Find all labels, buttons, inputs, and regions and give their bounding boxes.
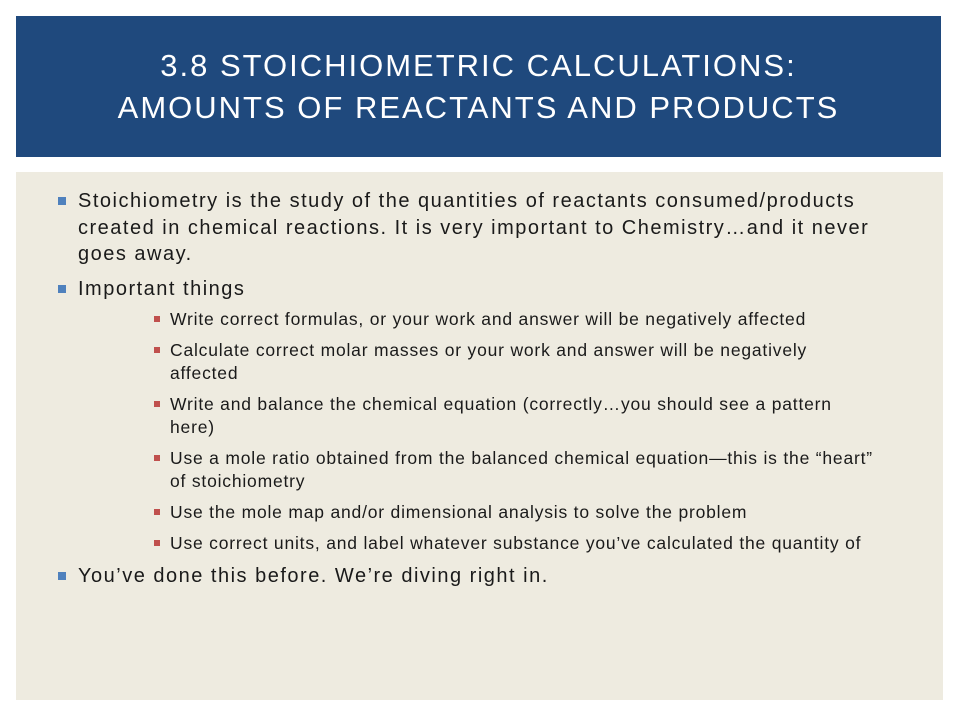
sub-bullet-item	[78, 393, 915, 439]
slide-title-line-1: 3.8 STOICHIOMETRIC CALCULATIONS:	[160, 47, 797, 83]
bullet-text: Important things	[78, 277, 246, 300]
bullet-item	[16, 188, 943, 268]
sub-bullet-text: Write correct formulas, or your work and answer will be negatively affected	[170, 309, 807, 329]
sub-bullet-item	[78, 532, 915, 555]
sub-bullet-text: Use correct units, and label whatever substance you’ve calculated the quantity of	[170, 533, 862, 553]
slide-title-bar	[16, 16, 941, 157]
bullet-text: You’ve done this before. We’re diving right in.	[78, 565, 549, 587]
sub-bullet-item	[78, 447, 915, 493]
sub-bullet-text: Write and balance the chemical equation (correctly…you should see a pattern here)	[170, 394, 832, 437]
sub-bullet-item	[78, 308, 915, 331]
sub-bullet-text: Use a mole ratio obtained from the balanced chemical equation—this is the “heart” of stoichiometry	[170, 448, 873, 491]
square-bullet-icon	[58, 572, 66, 580]
slide-content	[16, 172, 943, 700]
small-square-bullet-icon	[154, 347, 160, 353]
slide-title	[118, 45, 840, 129]
bullet-item	[16, 276, 943, 556]
small-square-bullet-icon	[154, 316, 160, 322]
bullet-list	[16, 172, 943, 590]
slide-title-line-2: AMOUNTS OF REACTANTS AND PRODUCTS	[117, 89, 840, 125]
square-bullet-icon	[58, 285, 66, 293]
sub-bullet-list	[78, 308, 915, 555]
sub-bullet-text: Use the mole map and/or dimensional analysis to solve the problem	[170, 502, 748, 522]
small-square-bullet-icon	[154, 401, 160, 407]
sub-bullet-item	[78, 339, 915, 385]
small-square-bullet-icon	[154, 455, 160, 461]
small-square-bullet-icon	[154, 540, 160, 546]
bullet-text: Stoichiometry is the study of the quantities of reactants consumed/products created in chemical reactions. It is very important to Chemistry…and it never goes away.	[78, 190, 870, 265]
sub-bullet-text: Calculate correct molar masses or your work and answer will be negatively affected	[170, 340, 808, 383]
sub-bullet-item	[78, 501, 915, 524]
square-bullet-icon	[58, 197, 66, 205]
bullet-item	[16, 563, 943, 590]
small-square-bullet-icon	[154, 509, 160, 515]
